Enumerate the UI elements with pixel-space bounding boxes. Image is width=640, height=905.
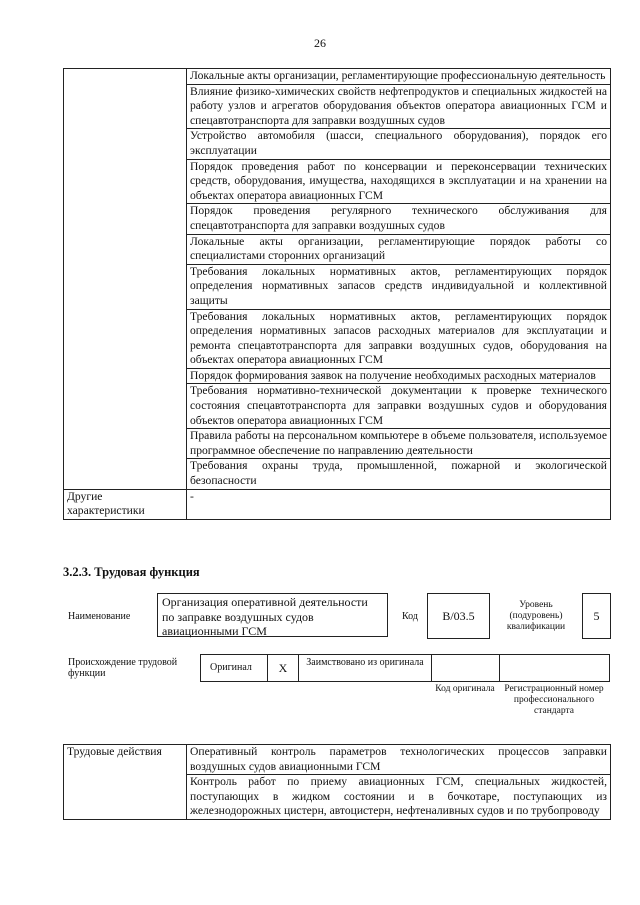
knowledge-table (63, 68, 611, 520)
level-box: 5 (582, 593, 611, 639)
table-cell: Требования локальных нормативных актов, регламентирующих порядок определения нормативных запасов средств индивидуальной и коллективной защиты (187, 264, 611, 309)
table-cell: Контроль работ по приему авиационных ГСМ, специальных жидкостей, поступающих в жидком состоянии и в бочкотаре, поступающих из железнодорожных цистерн, автоцистерн, нефтеналивных судов и по трубопроводу (187, 775, 611, 820)
table-row (64, 489, 611, 519)
table-cell: Требования охраны труда, промышленной, пожарной и экологической безопасности (187, 459, 611, 489)
table-cell: Требования локальных нормативных актов, регламентирующих порядок определения нормативных запасов расходных материалов для эксплуатации и ремонта спецавтотранспорта для заправки воздушных судов, оборудования на объектах оператора авиационных ГСМ (187, 309, 611, 368)
section-title: 3.2.3. Трудовая функция (63, 565, 200, 579)
borrowed-label: Заимствовано из оригинала (299, 655, 432, 681)
code-caption: Код оригинала (435, 684, 495, 694)
level-label: Уровень (подуровень) квалификации (506, 600, 566, 632)
table-cell: Требования нормативно-технической документации к проверке технического состояния спецавтотранспорта для заправки воздушных судов и оборудования объектов оператора авиационных ГСМ (187, 384, 611, 429)
registration-number-cell (500, 655, 609, 681)
function-name-box: Организация оперативной деятельности по заправке воздушных судов авиационными ГСМ (157, 593, 388, 637)
table-row (64, 745, 611, 775)
labor-actions-label: Трудовые действия (64, 745, 187, 820)
code-label: Код (402, 611, 418, 622)
other-characteristics-value: - (187, 489, 611, 519)
other-characteristics-label: Другие характеристики (64, 489, 187, 519)
function-code-box: B/03.5 (427, 593, 490, 639)
original-code-cell (433, 655, 500, 681)
table-cell: Порядок формирования заявок на получение необходимых расходных материалов (187, 368, 611, 384)
table-cell: Влияние физико-химических свойств нефтепродуктов и специальных жидкостей на работу узлов и агрегатов оборудования объектов оператора авиационных ГСМ и спецавтотранспорта для заправки воздушных судов (187, 84, 611, 129)
table-cell: Устройство автомобиля (шасси, специального оборудования), порядок его эксплуатации (187, 129, 611, 159)
original-mark: X (268, 655, 299, 681)
table-cell: Порядок проведения работ по консервации и переконсервации технических средств, оборудования, имущества, находящихся в эксплуатации и на хранении на объектах оператора авиационных ГСМ (187, 159, 611, 204)
original-label: Оригинал (210, 662, 252, 673)
table-cell: Правила работы на персональном компьютере в объеме пользователя, используемое программное обеспечение по направлению деятельности (187, 429, 611, 459)
table-left-cell (64, 69, 187, 490)
table-cell: Локальные акты организации, регламентирующие порядок работы со специалистами сторонних организаций (187, 234, 611, 264)
original-cell (201, 655, 268, 681)
table-row (64, 69, 611, 85)
registration-caption: Регистрационный номер профессионального стандарта (504, 684, 604, 716)
page-number: 26 (314, 36, 326, 50)
table-cell: Порядок проведения регулярного технического обслуживания для спецавтотранспорта для заправки воздушных судов (187, 204, 611, 234)
table-cell: Локальные акты организации, регламентирующие профессиональную деятельность (187, 69, 611, 85)
origin-row (200, 654, 610, 682)
name-label: Наименование (68, 611, 131, 622)
origin-label: Происхождение трудовой функции (68, 657, 178, 679)
table-cell: Оперативный контроль параметров технологических процессов заправки воздушных судов авиационными ГСМ (187, 745, 611, 775)
labor-actions-table (63, 744, 611, 820)
